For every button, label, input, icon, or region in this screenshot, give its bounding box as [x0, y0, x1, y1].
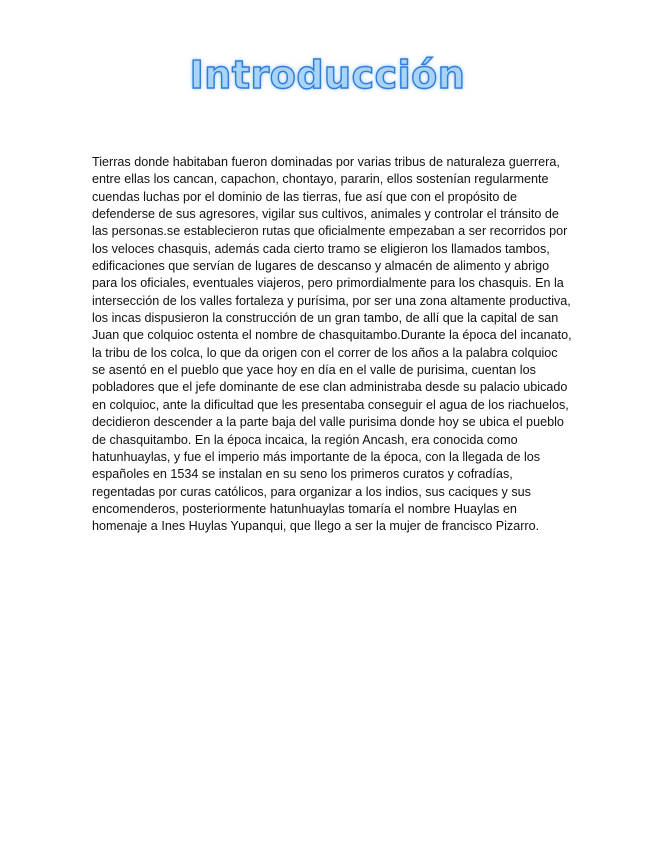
body-paragraph: Tierras donde habitaban fueron dominadas por varias tribus de naturaleza guerrera, entre ellas los cancan, capachon, chontayo, pararin, ellos sostenían regularmente cuendas luchas por el dominio de las tierras, fue así que con el propósito de defenderse de sus agresores, vigilar sus cultivos, animales y controlar el tránsito de las personas.se establecieron rutas que oficialmente empezaban a ser recorridos por los veloces chasquis, además cada cierto tramo se eligieron los llamados tambos, edificaciones que servían de lugares de descanso y almacén de alimento y abrigo para los oficiales, eventuales viajeros, pero primordialmente para los chasquis. En la intersección de los valles fortaleza y purísima, por ser una zona altamente productiva, los incas dispusieron la construcción de un gran tambo, de allí que la capital de san Juan que colquioc ostenta el nombre de chasquitambo.Durante la época del incanato, la tribu de los colca, lo que da origen con el correr de los años a la palabra colquioc se asentó en el pueblo que yace hoy en día en el valle de purisima, cuentan los pobladores que el jefe dominante de ese clan administraba desde su palacio ubicado en colquioc, ante la dificultad que les presentaba conseguir el agua de los riachuelos, decidieron descender a la parte baja del valle purisima donde hoy se ubica el pueblo de chasquitambo. En la época incaica, la región Ancash, era conocida como hatunhuaylas, y fue el imperio más importante de la época, con la llegada de los españoles en 1534 se instalan en su seno los primeros curatos y cofradías, regentadas por curas católicos, para organizar a los indios, sus caciques y sus encomenderos, posteriormente hatunhuaylas tomaría el nombre Huaylas en homenaje a Ines Huylas Yupanqui, que llego a ser la mujer de francisco Pizarro. [92, 155, 572, 534]
page-title: Introducción [189, 53, 466, 97]
